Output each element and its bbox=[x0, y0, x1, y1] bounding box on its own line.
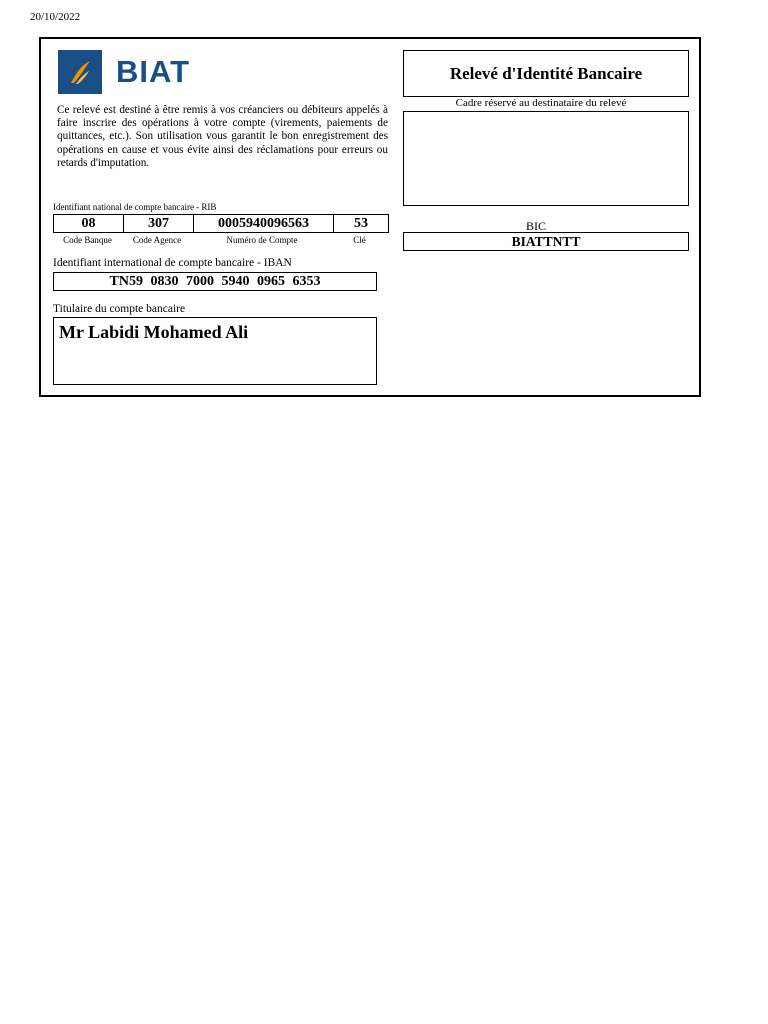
iban-value: TN59 0830 7000 5940 0965 6353 bbox=[53, 272, 377, 291]
rib-bank-code: 08 bbox=[81, 215, 96, 231]
bank-name: BIAT bbox=[116, 54, 191, 89]
document-date: 20/10/2022 bbox=[30, 11, 81, 23]
rib-row bbox=[53, 214, 389, 233]
rib-key: 53 bbox=[333, 215, 388, 232]
document-title: Relevé d'Identité Bancaire bbox=[403, 50, 689, 97]
rib-account-number: 0005940096563 bbox=[193, 215, 333, 232]
rib-account-number-caption: Numéro de Compte bbox=[226, 235, 298, 245]
biat-logo-icon bbox=[58, 50, 102, 94]
intro-paragraph: Ce relevé est destiné à être remis à vos créanciers ou débiteurs appelés à faire inscrire des opérations à votre compte (virements, paiements de quittances, etc.). Son utilisation vous garantit le bon enregistrement des opérations en cause et vous évite ainsi des réclamations pour erreurs ou retards d'imputation. bbox=[57, 104, 388, 169]
iban-label: Identifiant international de compte bancaire - IBAN bbox=[53, 257, 292, 269]
rib-captions bbox=[53, 235, 389, 245]
holder-name: Mr Labidi Mohamed Ali bbox=[59, 322, 249, 342]
bank-logo bbox=[58, 50, 190, 94]
rib-key-caption: Clé bbox=[353, 235, 366, 245]
rib-label: Identifiant national de compte bancaire - RIB bbox=[53, 202, 217, 212]
rib-bank-code-caption: Code Banque bbox=[63, 235, 112, 245]
reserved-area-label: Cadre réservé au destinataire du relevé bbox=[455, 97, 627, 109]
rib-branch-code-caption: Code Agence bbox=[132, 235, 182, 245]
rib-branch-code: 307 bbox=[123, 215, 193, 232]
reserved-area-box bbox=[403, 111, 689, 206]
holder-box bbox=[53, 317, 377, 385]
holder-label: Titulaire du compte bancaire bbox=[53, 303, 186, 315]
bic-value: BIATTNTT bbox=[403, 232, 689, 251]
bic-label: BIC bbox=[525, 219, 546, 233]
